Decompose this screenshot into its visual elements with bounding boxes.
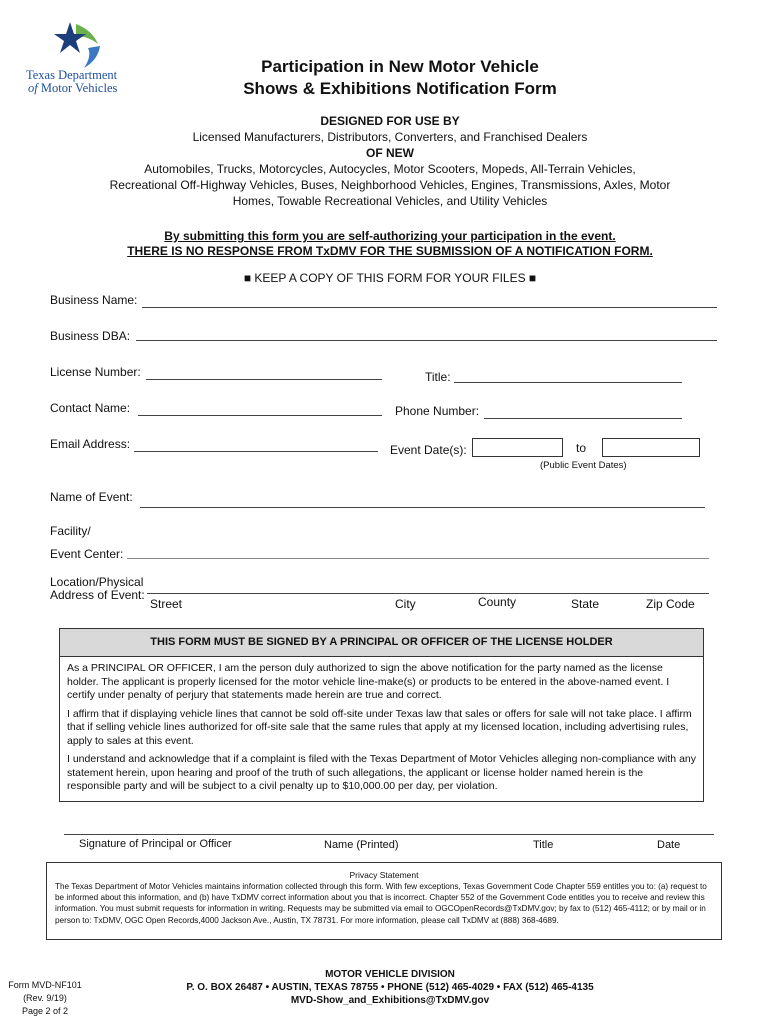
- signature-section-header: THIS FORM MUST BE SIGNED BY A PRINCIPAL OR OFFICER OF THE LICENSE HOLDER: [60, 629, 703, 657]
- privacy-text: The Texas Department of Motor Vehicles maintains information collected through this form. With few exceptions, Texas Government Code Chapter 559 entitles you to: (a) request to be informed about this information, and (b) have TxDMV correct information about you that is incorrect. Chapter 552 of the Government Code entitles you to receive and review this information. You must submit requests for information in writing. Requests may be submitted via email to OGCOpenRecords@TxDMV.gov; by fax to (512) 465-4112; or by mail or in person to: TxDMV, OGC Open Records,4000 Jackson Ave., Austin, TX 78731. For more information, please call TxDMV at (888) 368-4689.: [55, 882, 707, 925]
- zip-code-label: Zip Code: [646, 597, 695, 611]
- business-name-field[interactable]: [142, 307, 717, 308]
- location-label-line2: Address of Event:: [50, 588, 145, 602]
- date-label: Date: [657, 839, 681, 851]
- certification-paragraph-3: I understand and acknowledge that if a complaint is filed with the Texas Department of Motor Vehicles alleging non-compliance with any statement herein, upon hearing and proof of the truth of such allegations, the applicant or license holder named herein is the responsible party and will be subject to a civil penalty up to $10,000.00 per day, per violation.: [67, 753, 696, 792]
- title-line1: Participation in New Motor Vehicle: [261, 57, 539, 76]
- state-label: State: [571, 597, 600, 611]
- to-label: to: [576, 441, 587, 455]
- certification-text: [60, 657, 703, 794]
- license-number-label: License Number:: [50, 365, 141, 379]
- signature-title-label: Title: [533, 839, 554, 851]
- email-address-field[interactable]: [134, 451, 378, 452]
- vehicles-line3: Homes, Towable Recreational Vehicles, and Utility Vehicles: [232, 194, 548, 208]
- vehicles-line2: Recreational Off-Highway Vehicles, Buses, Neighborhood Vehicles, Engines, Transmissions, Axles, Motor: [109, 178, 671, 192]
- facility-label: Facility/: [50, 524, 91, 538]
- contact-name-field[interactable]: [138, 415, 382, 416]
- certification-paragraph-2: I affirm that if displaying vehicle lines that cannot be sold off-site under Texas law that sales or offers for sale will not take place. I affirm that if selling vehicle lines authorized for off-site sale that the same rules that apply at my licensed location, including advertising rules, apply to sales at this event.: [67, 707, 692, 747]
- business-dba-label: Business DBA:: [50, 329, 131, 343]
- txdmv-logo: [22, 18, 137, 96]
- event-center-field[interactable]: [127, 558, 709, 559]
- address-field[interactable]: [147, 593, 709, 594]
- phone-number-label: Phone Number:: [395, 404, 480, 418]
- title-label: Title:: [425, 370, 451, 384]
- name-of-event-label: Name of Event:: [50, 490, 133, 504]
- license-number-field[interactable]: [146, 379, 382, 380]
- business-name-label: Business Name:: [50, 293, 138, 307]
- form-revision: (Rev. 9/19): [23, 993, 67, 1003]
- name-printed-label: Name (Printed): [324, 839, 399, 851]
- street-label: Street: [150, 597, 183, 611]
- notice-line1: By submitting this form you are self-authorizing your participation in the event.: [164, 229, 616, 243]
- form-info: [0, 979, 90, 1018]
- texas-star-icon: [22, 18, 137, 70]
- name-of-event-field[interactable]: [140, 507, 705, 508]
- of-new-heading: OF NEW: [366, 146, 414, 160]
- event-start-date-input[interactable]: [472, 438, 563, 457]
- division-email: MVD-Show_and_Exhibitions@TxDMV.gov: [290, 995, 490, 1006]
- dealers-text: Licensed Manufacturers, Distributors, Converters, and Franchised Dealers: [192, 130, 588, 144]
- city-label: City: [395, 597, 416, 611]
- intro-block: [40, 113, 740, 209]
- business-dba-field[interactable]: [136, 340, 717, 341]
- title-field[interactable]: [454, 382, 682, 383]
- signature-section: [59, 628, 704, 802]
- signature-label: Signature of Principal or Officer: [79, 838, 232, 850]
- division-footer: [130, 968, 650, 1007]
- notice-line2: THERE IS NO RESPONSE FROM TxDMV FOR THE SUBMISSION OF A NOTIFICATION FORM.: [127, 244, 653, 258]
- privacy-statement: [46, 862, 722, 940]
- division-name: MOTOR VEHICLE DIVISION: [325, 969, 455, 980]
- county-label: County: [478, 595, 517, 609]
- form-id: Form MVD-NF101: [8, 980, 82, 990]
- certification-paragraph-1: As a PRINCIPAL OR OFFICER, I am the person duly authorized to sign the above notification for the party named as the license holder. The applicant is properly licensed for the motor vehicle line-make(s) or products to be entered in the above-named event. I certify under penalty of perjury that statements made herein are true and correct.: [67, 662, 670, 701]
- location-label-line1: Location/Physical: [50, 575, 144, 589]
- page-title: [180, 56, 620, 100]
- notice-block: [40, 229, 740, 259]
- logo-of: of: [28, 81, 38, 95]
- privacy-heading: Privacy Statement: [349, 870, 419, 880]
- keep-copy-note: ■ KEEP A COPY OF THIS FORM FOR YOUR FILES ■: [243, 271, 537, 285]
- event-dates-label: Event Date(s):: [390, 443, 467, 457]
- event-center-label: Event Center:: [50, 547, 124, 561]
- event-end-date-input[interactable]: [602, 438, 700, 457]
- logo-motor-vehicles: Motor Vehicles: [40, 81, 118, 95]
- logo-text-line2: [28, 81, 117, 96]
- phone-number-field[interactable]: [484, 418, 682, 419]
- title-line2: Shows & Exhibitions Notification Form: [243, 79, 557, 98]
- division-address: P. O. BOX 26487 • AUSTIN, TEXAS 78755 • PHONE (512) 465-4029 • FAX (512) 465-4135: [186, 982, 594, 993]
- logo-text-line1: Texas Department: [26, 68, 118, 82]
- public-event-dates-note: (Public Event Dates): [540, 460, 627, 471]
- contact-name-label: Contact Name:: [50, 401, 131, 415]
- email-address-label: Email Address:: [50, 437, 131, 451]
- vehicles-line1: Automobiles, Trucks, Motorcycles, Autocycles, Motor Scooters, Mopeds, All-Terrain Vehicles,: [144, 162, 636, 176]
- signature-line[interactable]: [64, 834, 714, 835]
- page-number: Page 2 of 2: [21, 1006, 69, 1016]
- designed-for-heading: DESIGNED FOR USE BY: [320, 114, 460, 128]
